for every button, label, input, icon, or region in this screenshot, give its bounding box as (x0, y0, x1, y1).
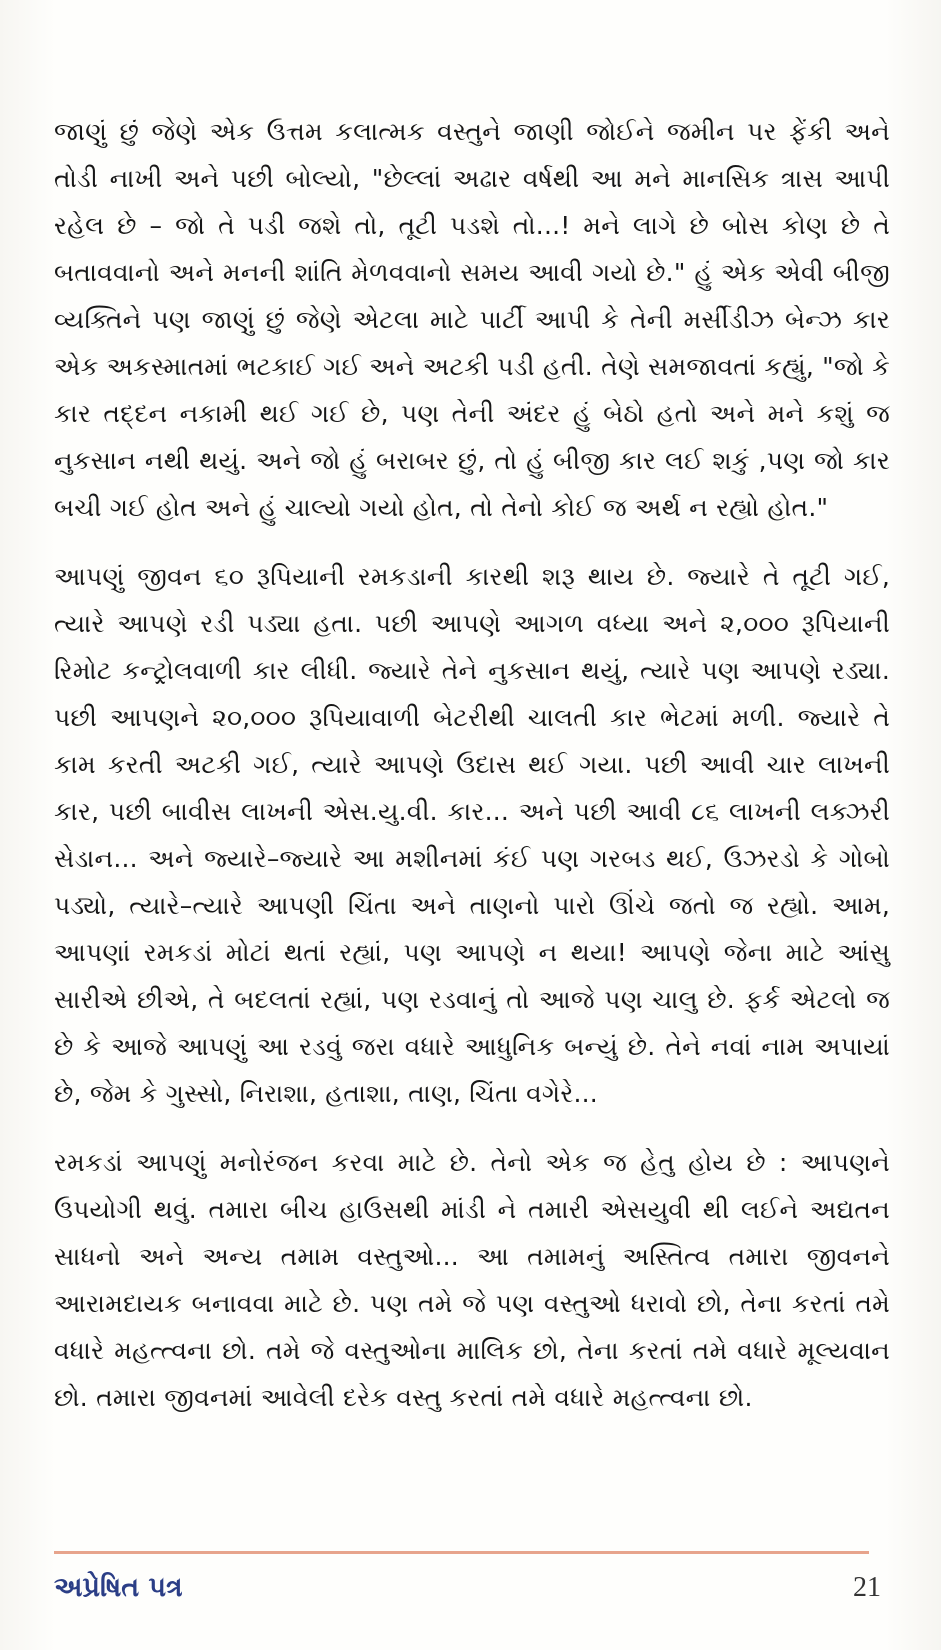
paragraph-2: આપણું જીવન ૬૦ રૂપિયાની રમકડાની કારથી શરૂ થાય છે. જ્યારે તે તૂટી ગઈ, ત્યારે આપણે રડી પડ્યા હતા. પછી આપણે આગળ વધ્યા અને ૨,૦૦૦ રૂપિયાની રિમોટ કન્ટ્રોલવાળી કાર લીધી. જ્યારે તેને નુકસાન થયું, ત્યારે પણ આપણે રડ્યા. પછી આપણને ૨૦,૦૦૦ રૂપિયાવાળી બેટરીથી ચાલતી કાર ભેટમાં મળી. જ્યારે તે કામ કરતી અટકી ગઈ, ત્યારે આપણે ઉદાસ થઈ ગયા. પછી આવી ચાર લાખની કાર, પછી બાવીસ લાખની એસ.યુ.વી. કાર... અને પછી આવી ૮૬ લાખની લક્ઝરી સેડાન... અને જ્યારે–જ્યારે આ મશીનમાં કંઈ પણ ગરબડ થઈ, ઉઝરડો કે ગોબો પડ્યો, ત્યારે–ત્યારે આપણી ચિંતા અને તાણનો પારો ઊંચે જતો જ રહ્યો. આમ, આપણાં રમકડાં મોટાં થતાં રહ્યાં, પણ આપણે ન થયા! આપણે જેના માટે આંસુ સારીએ છીએ, તે બદલતાં રહ્યાં, પણ રડવાનું તો આજે પણ ચાલુ છે. ફર્ક એટલો જ છે કે આજે આપણું આ રડવું જરા વધારે આધુનિક બન્યું છે. તેને નવાં નામ અપાયાં છે, જેમ કે ગુસ્સો, નિરાશા, હતાશા, તાણ, ચિંતા વગેરે... (54, 562, 890, 1108)
paragraph-3: રમકડાં આપણું મનોરંજન કરવા માટે છે. તેનો એક જ હેતુ હોય છે : આપણને ઉપયોગી થવું. તમારા બીચ હાઉસથી માંડી ને તમારી એસયુવી થી લઈને અદ્યતન સાધનો અને અન્ય તમામ વસ્તુઓ... આ તમામનું અસ્તિત્વ તમારા જીવનને આરામદાયક બનાવવા માટે છે. પણ તમે જે પણ વસ્તુઓ ધરાવો છો, તેના કરતાં તમે વધારે મહત્ત્વના છો. તમે જે વસ્તુઓના માલિક છો, તેના કરતાં તમે વધારે મૂલ્યવાન છો. તમારા જીવનમાં આવેલી દરેક વસ્તુ કરતાં તમે વધારે મહત્ત્વના છો. (54, 1148, 890, 1412)
footer-book-title: અપ્રેષિત પત્ર (54, 1572, 183, 1603)
page-number: 21 (853, 1572, 881, 1603)
footer-divider (54, 1551, 869, 1554)
body-text (54, 108, 890, 1421)
paragraph-1: જાણું છું જેણે એક ઉત્તમ કલાત્મક વસ્તુને જાણી જોઈને જમીન પર ફેંકી અને તોડી નાખી અને પછી બોલ્યો, "છેલ્લાં અઢાર વર્ષથી આ મને માનસિક ત્રાસ આપી રહેલ છે – જો તે પડી જશે તો, તૂટી પડશે તો...! મને લાગે છે બોસ કોણ છે તે બતાવવાનો અને મનની શાંતિ મેળવવાનો સમય આવી ગયો છે." હું એક એવી બીજી વ્યક્તિને પણ જાણું છું જેણે એટલા માટે પાર્ટી આપી કે તેની મર્સીડીઝ બેન્ઝ કાર એક અકસ્માતમાં ભટકાઈ ગઈ અને અટકી પડી હતી. તેણે સમજાવતાં કહ્યું, "જો કે કાર તદ્દન નકામી થઈ ગઈ છે, પણ તેની અંદર હું બેઠો હતો અને મને કશું જ નુકસાન નથી થયું. અને જો હું બરાબર છું, તો હું બીજી કાર લઈ શકું ,પણ જો કાર બચી ગઈ હોત અને હું ચાલ્યો ગયો હોત, તો તેનો કોઈ જ અર્થ ન રહ્યો હોત." (54, 117, 890, 522)
